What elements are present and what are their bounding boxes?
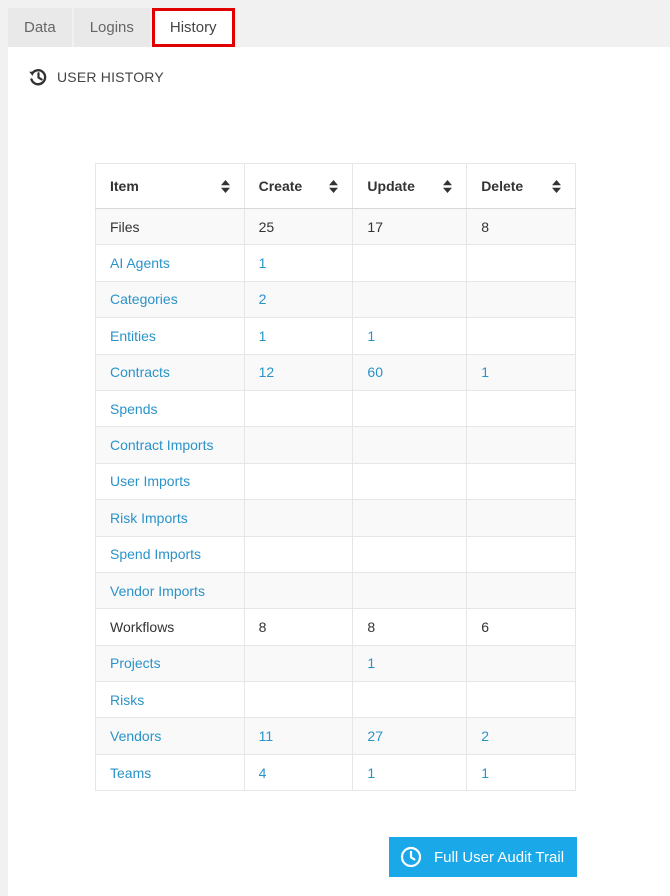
cell-item[interactable]: Contracts xyxy=(96,354,245,390)
cell-create: 8 xyxy=(244,609,353,645)
tab-bar xyxy=(8,8,237,47)
table-row xyxy=(96,645,576,681)
table-row xyxy=(96,427,576,463)
cell-create xyxy=(244,645,353,681)
table-row xyxy=(96,245,576,281)
history-icon xyxy=(28,67,48,87)
sort-icon[interactable] xyxy=(329,180,338,193)
cell-delete xyxy=(467,500,576,536)
cell-create[interactable]: 11 xyxy=(244,718,353,754)
sort-icon[interactable] xyxy=(552,180,561,193)
tab-logins[interactable]: Logins xyxy=(74,8,150,47)
table-row xyxy=(96,536,576,572)
cell-item: Files xyxy=(96,209,245,245)
cell-create[interactable]: 12 xyxy=(244,354,353,390)
tab-history[interactable]: History xyxy=(152,8,235,47)
cell-item[interactable]: Risks xyxy=(96,682,245,718)
cell-update xyxy=(353,536,467,572)
table-row xyxy=(96,209,576,245)
table-body xyxy=(96,209,576,791)
cell-delete xyxy=(467,245,576,281)
sort-icon[interactable] xyxy=(443,180,452,193)
cell-update xyxy=(353,245,467,281)
history-table xyxy=(95,163,576,791)
cell-delete xyxy=(467,281,576,317)
cell-item[interactable]: Projects xyxy=(96,645,245,681)
cell-item[interactable]: Risk Imports xyxy=(96,500,245,536)
full-audit-trail-button[interactable] xyxy=(389,837,577,877)
cell-create[interactable]: 1 xyxy=(244,318,353,354)
cell-create xyxy=(244,390,353,426)
cell-item[interactable]: AI Agents xyxy=(96,245,245,281)
clock-icon xyxy=(400,846,422,868)
cell-create xyxy=(244,536,353,572)
column-header-delete[interactable]: Delete xyxy=(467,164,576,209)
cell-item: Workflows xyxy=(96,609,245,645)
table-row xyxy=(96,572,576,608)
cell-item[interactable]: User Imports xyxy=(96,463,245,499)
audit-button-label: Full User Audit Trail xyxy=(434,848,565,866)
cell-item[interactable]: Vendors xyxy=(96,718,245,754)
cell-item[interactable]: Spends xyxy=(96,390,245,426)
cell-delete xyxy=(467,682,576,718)
cell-update[interactable]: 1 xyxy=(353,645,467,681)
table-row xyxy=(96,754,576,790)
cell-delete[interactable]: 2 xyxy=(467,718,576,754)
table-header-row xyxy=(96,164,576,209)
cell-delete xyxy=(467,645,576,681)
column-header-item[interactable]: Item xyxy=(96,164,245,209)
table-row xyxy=(96,318,576,354)
cell-delete xyxy=(467,463,576,499)
sort-icon[interactable] xyxy=(221,180,230,193)
cell-update xyxy=(353,500,467,536)
cell-delete xyxy=(467,572,576,608)
cell-update[interactable]: 27 xyxy=(353,718,467,754)
cell-delete xyxy=(467,318,576,354)
table-row xyxy=(96,609,576,645)
cell-create[interactable]: 4 xyxy=(244,754,353,790)
table-row xyxy=(96,390,576,426)
cell-update xyxy=(353,572,467,608)
cell-update xyxy=(353,463,467,499)
cell-update: 17 xyxy=(353,209,467,245)
cell-update xyxy=(353,682,467,718)
cell-item[interactable]: Contract Imports xyxy=(96,427,245,463)
cell-update xyxy=(353,390,467,426)
cell-delete[interactable]: 1 xyxy=(467,354,576,390)
table-row xyxy=(96,463,576,499)
cell-item[interactable]: Entities xyxy=(96,318,245,354)
cell-create xyxy=(244,427,353,463)
table-row xyxy=(96,354,576,390)
cell-update[interactable]: 60 xyxy=(353,354,467,390)
cell-delete xyxy=(467,536,576,572)
cell-update: 8 xyxy=(353,609,467,645)
cell-update[interactable]: 1 xyxy=(353,754,467,790)
cell-create xyxy=(244,572,353,608)
column-header-update[interactable]: Update xyxy=(353,164,467,209)
cell-update xyxy=(353,281,467,317)
cell-create[interactable]: 1 xyxy=(244,245,353,281)
section-title: USER HISTORY xyxy=(57,69,164,85)
cell-create xyxy=(244,500,353,536)
cell-create xyxy=(244,682,353,718)
cell-delete xyxy=(467,390,576,426)
cell-create xyxy=(244,463,353,499)
cell-delete: 6 xyxy=(467,609,576,645)
cell-delete xyxy=(467,427,576,463)
cell-item[interactable]: Categories xyxy=(96,281,245,317)
cell-update[interactable]: 1 xyxy=(353,318,467,354)
table-row xyxy=(96,281,576,317)
cell-item[interactable]: Teams xyxy=(96,754,245,790)
cell-item[interactable]: Vendor Imports xyxy=(96,572,245,608)
column-header-create[interactable]: Create xyxy=(244,164,353,209)
cell-item[interactable]: Spend Imports xyxy=(96,536,245,572)
cell-update xyxy=(353,427,467,463)
table-row xyxy=(96,500,576,536)
cell-create[interactable]: 2 xyxy=(244,281,353,317)
history-panel xyxy=(8,47,670,896)
tab-data[interactable]: Data xyxy=(8,8,72,47)
table-row xyxy=(96,718,576,754)
cell-create: 25 xyxy=(244,209,353,245)
cell-delete: 8 xyxy=(467,209,576,245)
section-header xyxy=(28,67,164,87)
cell-delete[interactable]: 1 xyxy=(467,754,576,790)
table-row xyxy=(96,682,576,718)
